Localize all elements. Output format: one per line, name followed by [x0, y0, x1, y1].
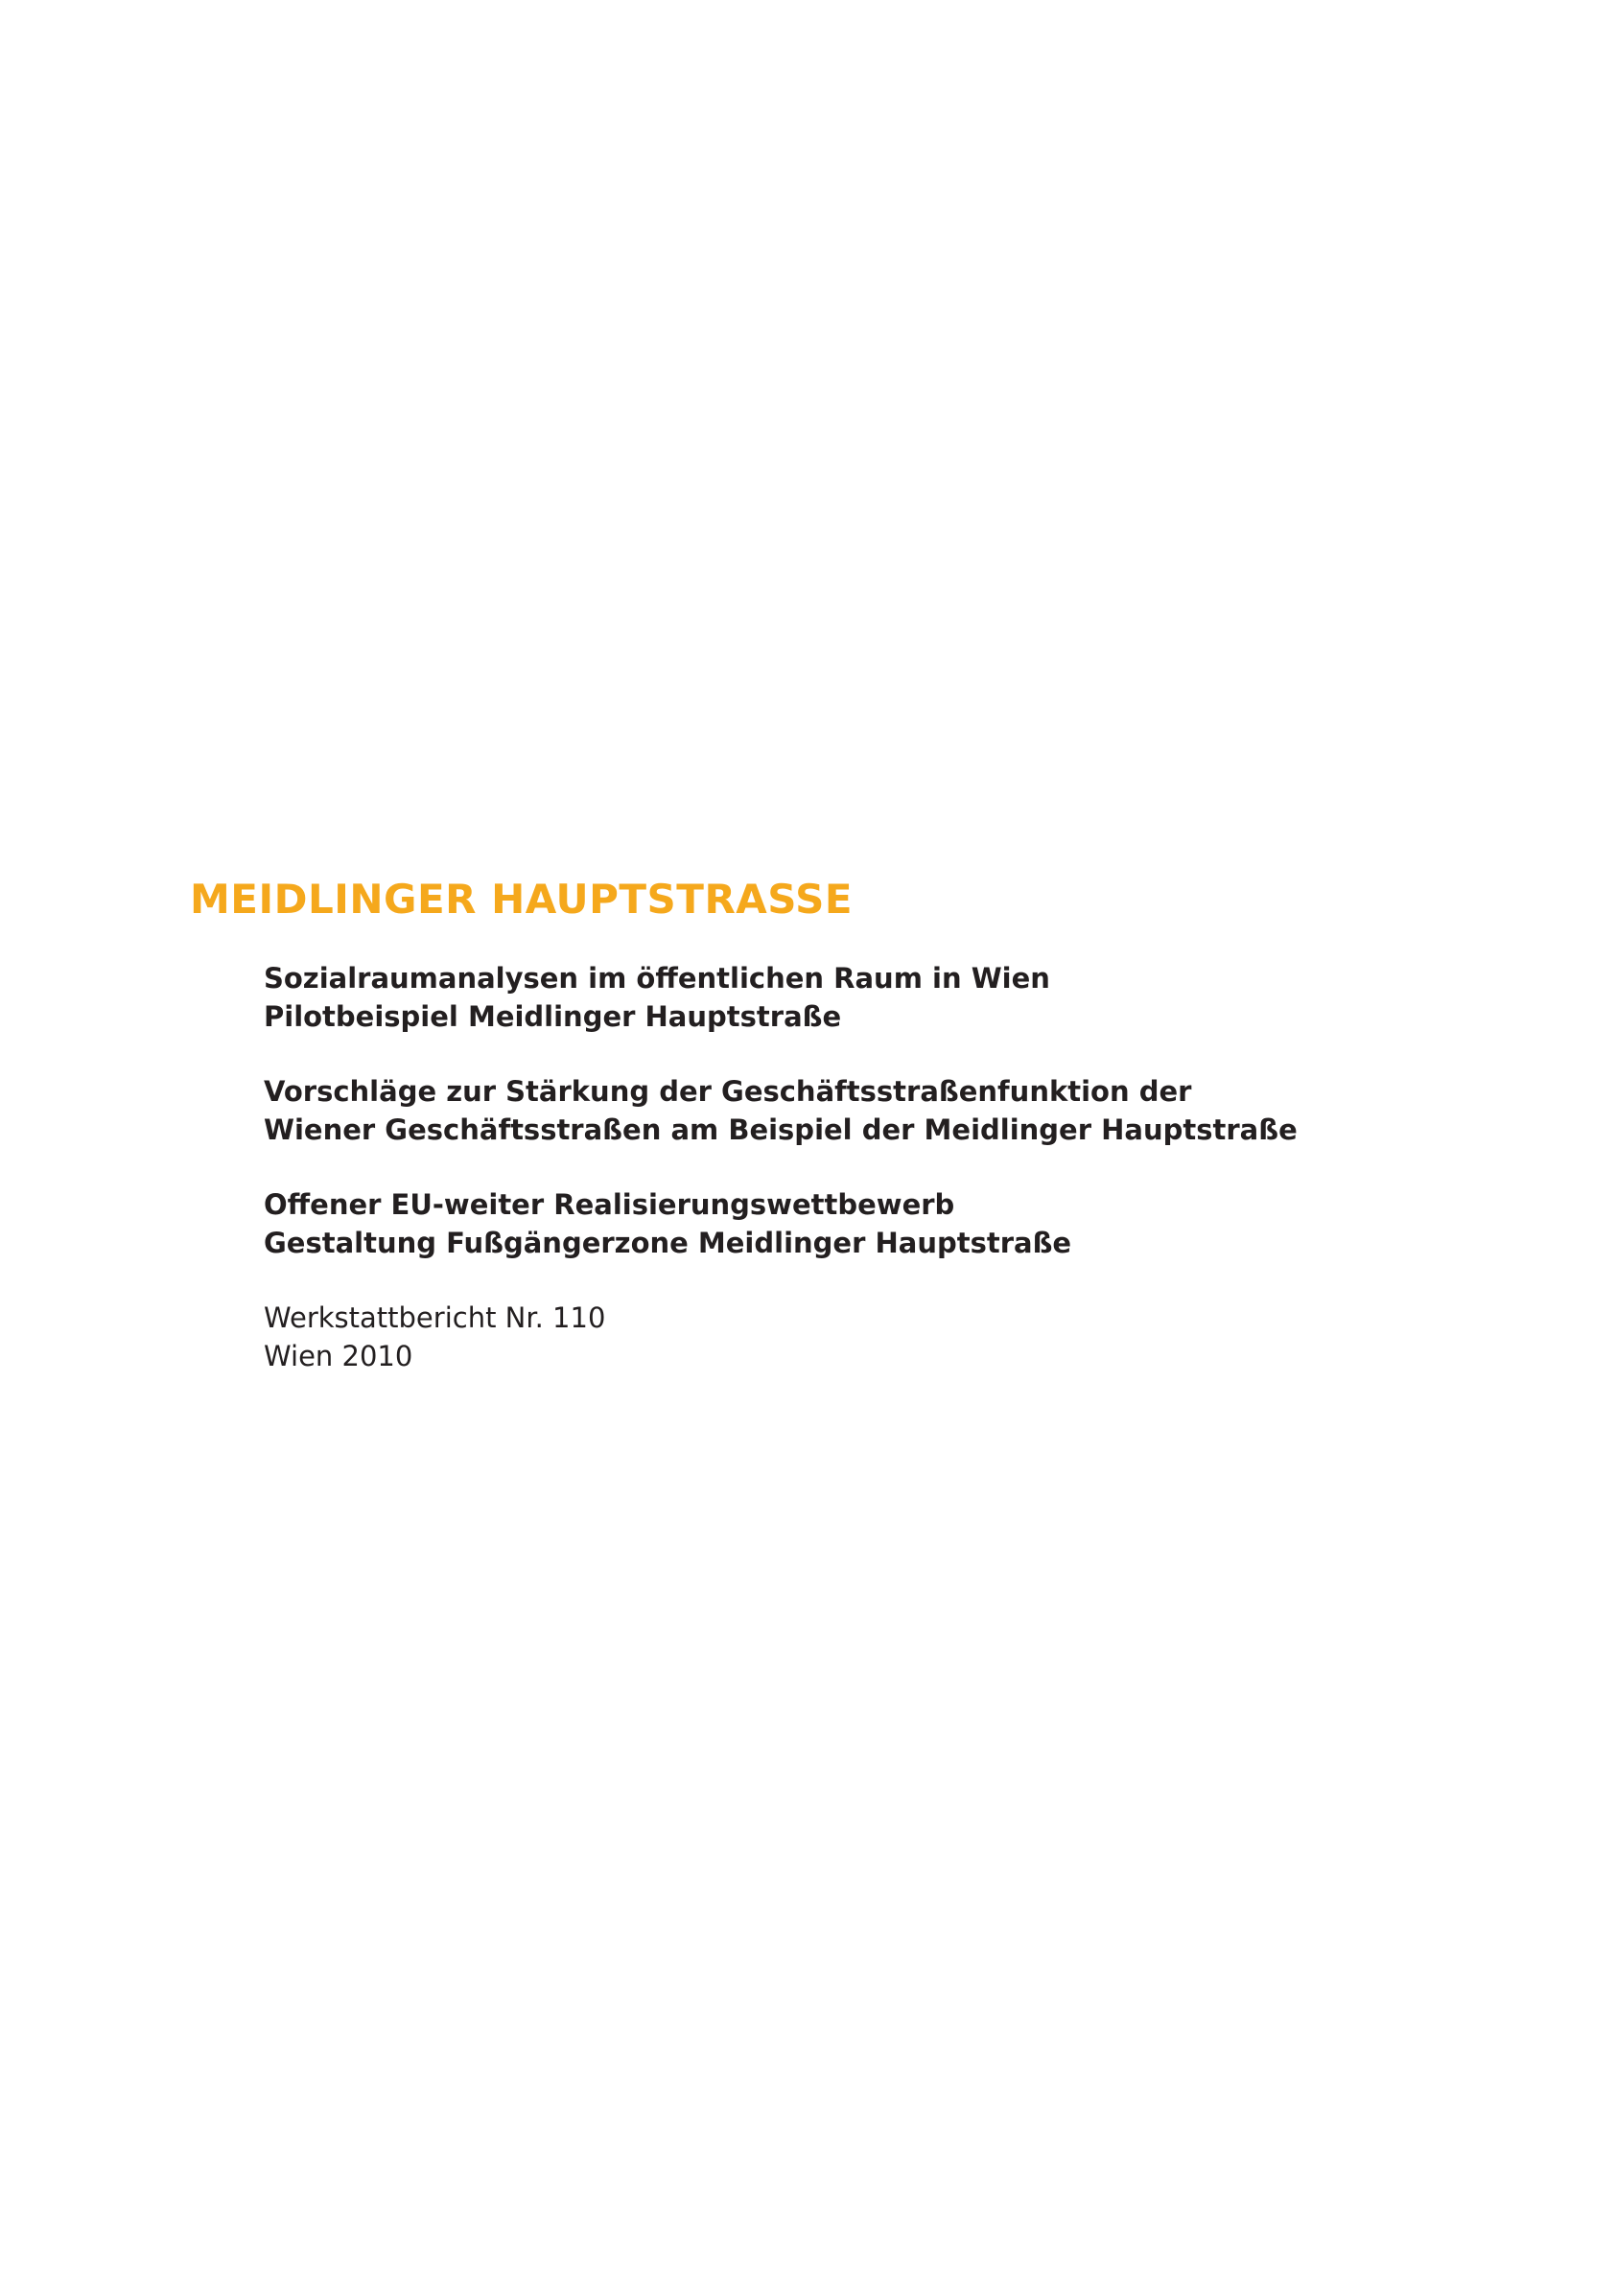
subtitle-line: Vorschläge zur Stärkung der Geschäftsstraßenfunktion der: [264, 1075, 1192, 1108]
subtitle-line: Wiener Geschäftsstraßen am Beispiel der Meidlinger Hauptstraße: [264, 1113, 1298, 1146]
subtitle-section: [264, 959, 1511, 1375]
place-year: Wien 2010: [264, 1340, 413, 1372]
subtitle-block-3: [264, 1185, 1511, 1262]
subtitle-line: Sozialraumanalysen im öffentlichen Raum in Wien: [264, 962, 1050, 995]
report-meta: [264, 1299, 1511, 1375]
subtitle-line: Gestaltung Fußgängerzone Meidlinger Hauptstraße: [264, 1227, 1072, 1259]
report-number: Werkstattbericht Nr. 110: [264, 1301, 606, 1334]
document-title: MEIDLINGER HAUPTSTRASSE: [190, 876, 854, 923]
subtitle-line: Pilotbeispiel Meidlinger Hauptstraße: [264, 1000, 842, 1033]
subtitle-block-2: [264, 1072, 1511, 1149]
subtitle-line: Offener EU-weiter Realisierungswettbewerb: [264, 1188, 955, 1221]
subtitle-block-1: [264, 959, 1511, 1036]
